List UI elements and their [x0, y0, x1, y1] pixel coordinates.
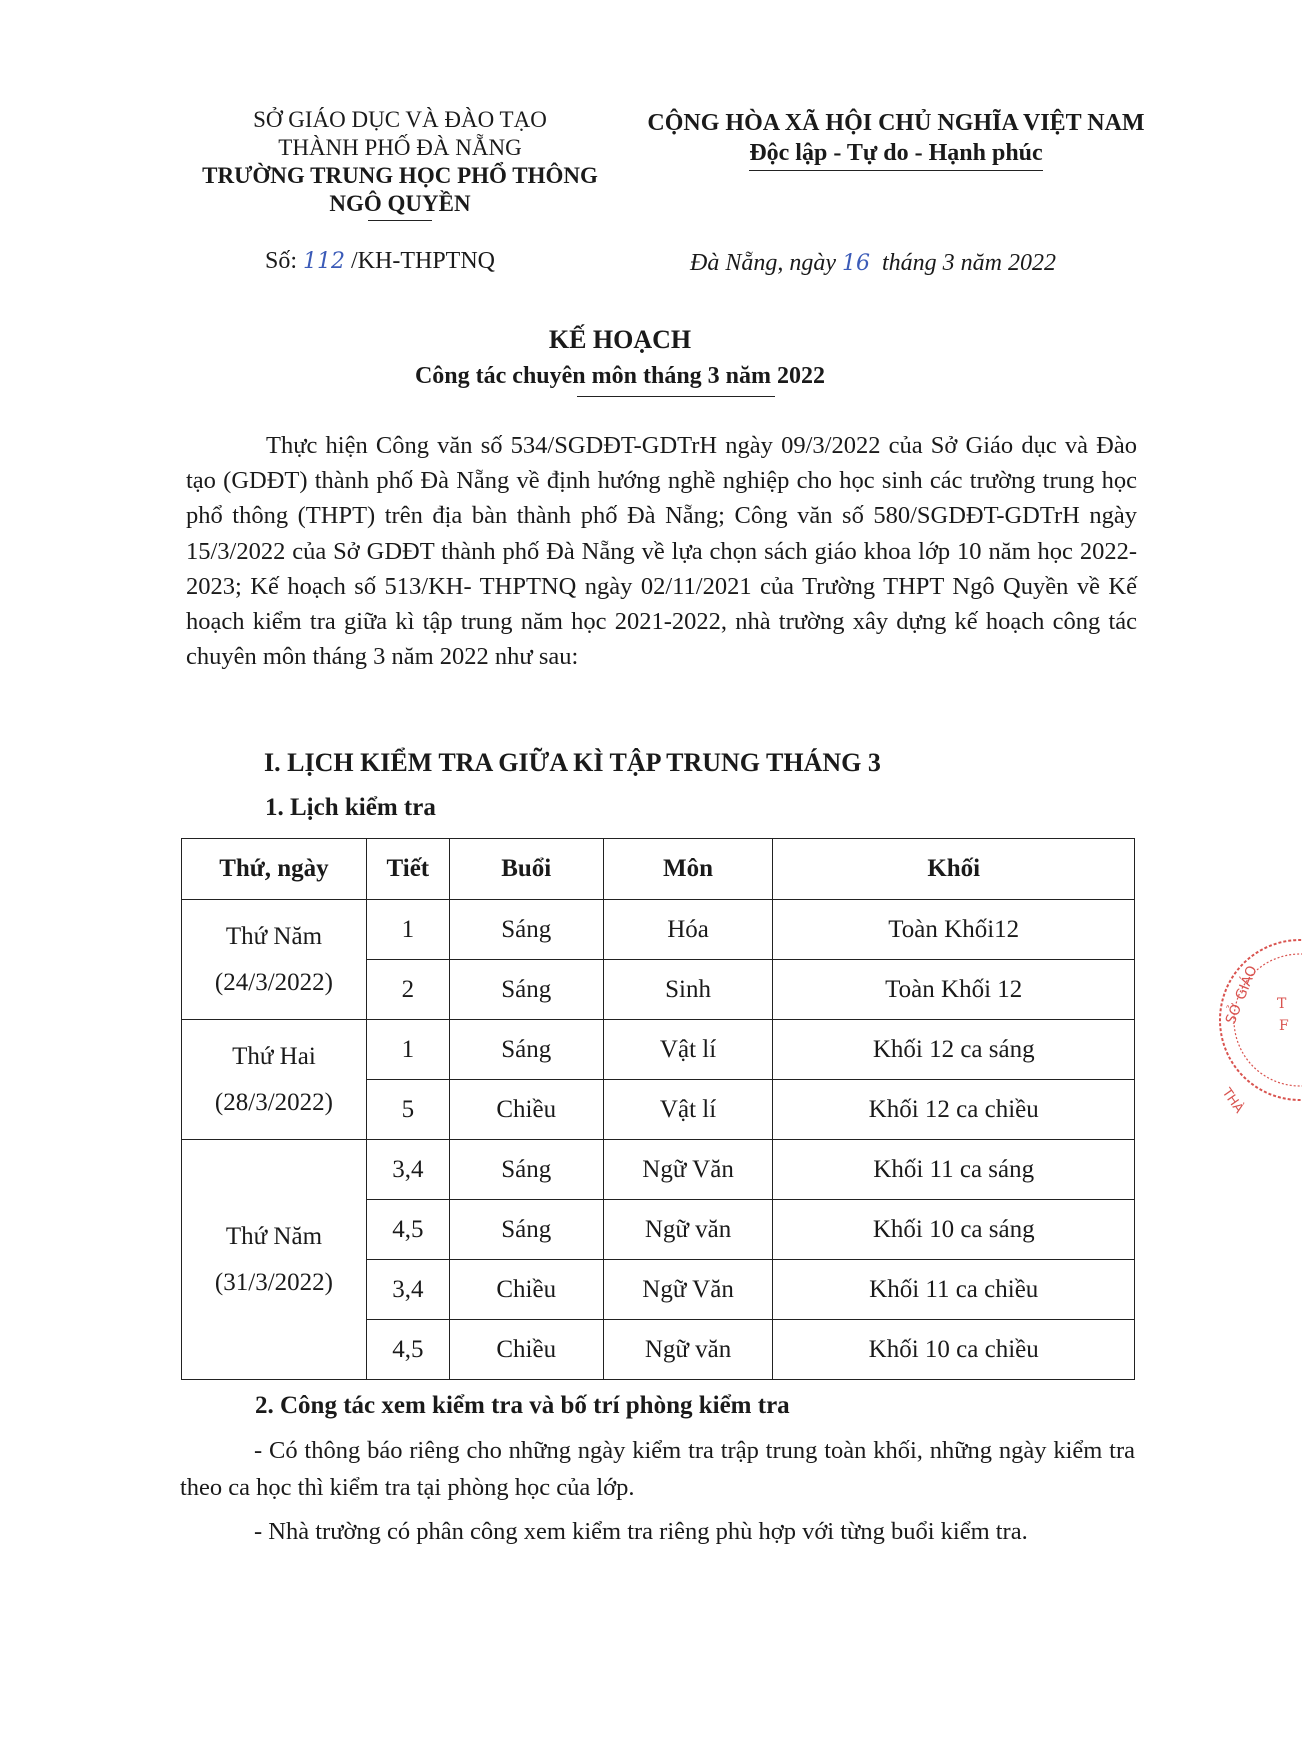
day-weekday: Thứ Năm — [225, 922, 323, 950]
subtitle-underline — [577, 396, 775, 397]
cell-session: Chiều — [449, 1080, 603, 1140]
cell-subject: Vật lí — [603, 1020, 773, 1080]
doc-number-prefix: Số: — [265, 248, 298, 274]
cell-grade: Khối 12 ca sáng — [773, 1020, 1135, 1080]
cell-subject: Hóa — [603, 900, 773, 960]
cell-period: 2 — [366, 960, 449, 1020]
day-weekday: Thứ Hai — [232, 1042, 316, 1070]
day-cell — [182, 1020, 367, 1140]
table-row — [182, 900, 1135, 960]
cell-period: 1 — [366, 1020, 449, 1080]
cell-subject: Sinh — [603, 960, 773, 1020]
exam-schedule-table — [181, 838, 1135, 1380]
cell-session: Sáng — [449, 1140, 603, 1200]
official-stamp-icon — [1182, 930, 1302, 1130]
cell-period: 3,4 — [366, 1260, 449, 1320]
table-header-row — [182, 839, 1135, 900]
cell-grade: Khối 10 ca sáng — [773, 1200, 1135, 1260]
col-header-subject: Môn — [603, 839, 773, 900]
cell-grade: Khối 12 ca chiều — [773, 1080, 1135, 1140]
agency-header — [170, 106, 630, 221]
cell-period: 1 — [366, 900, 449, 960]
cell-subject: Ngữ văn — [603, 1200, 773, 1260]
cell-session: Chiều — [449, 1320, 603, 1380]
section-1-sub-2: 2. Công tác xem kiểm tra và bố trí phòng kiểm tra — [255, 1392, 790, 1419]
day-weekday: Thứ Năm — [225, 1222, 323, 1250]
date-prefix: Đà Nẵng, ngày — [690, 250, 836, 276]
intro-paragraph: Thực hiện Công văn số 534/SGDĐT-GDTrH ngày 09/3/2022 của Sở Giáo dục và Đào tạo (GDĐT) thành phố Đà Nẵng về định hướng nghề nghiệp cho học sinh các trường trung học phổ thông (THPT) trên địa bàn thành phố Đà Nẵng; Công văn số 580/SGDĐT-GDTrH ngày 15/3/2022 của Sở GDĐT thành phố Đà Nẵng về lựa chọn sách giáo khoa lớp 10 năm học 2022-2023; Kế hoạch số 513/KH- THPTNQ ngày 02/11/2021 của Trường THPT Ngô Quyền về Kế hoạch kiểm tra giữa kì tập trung năm học 2021-2022, nhà trường xây dựng kế hoạch công tác chuyên môn tháng 3 năm 2022 như sau: — [186, 432, 1137, 671]
svg-text:T: T — [1277, 996, 1287, 1012]
cell-subject: Ngữ văn — [603, 1320, 773, 1380]
cell-subject: Ngữ Văn — [603, 1140, 773, 1200]
document-date — [690, 250, 1056, 277]
svg-text:F: F — [1279, 1018, 1289, 1034]
day-date: (28/3/2022) — [214, 1088, 333, 1116]
cell-session: Sáng — [449, 900, 603, 960]
cell-grade: Toàn Khối 12 — [773, 960, 1135, 1020]
cell-subject: Vật lí — [603, 1080, 773, 1140]
header-left-rule — [368, 220, 432, 221]
bullet-1: - Có thông báo riêng cho những ngày kiểm tra trập trung toàn khối, những ngày kiểm tra theo ca học thì kiểm tra tại phòng học của lớp. — [180, 1437, 1135, 1501]
cell-session: Sáng — [449, 960, 603, 1020]
cell-grade: Khối 11 ca chiều — [773, 1260, 1135, 1320]
table-row — [182, 1020, 1135, 1080]
doc-number-handwritten: 112 — [303, 249, 346, 274]
col-header-period: Tiết — [366, 839, 449, 900]
document-number — [265, 248, 495, 275]
cell-period: 4,5 — [366, 1320, 449, 1380]
cell-grade: Toàn Khối12 — [773, 900, 1135, 960]
subtitle-text: Công tác chuyên môn tháng 3 năm 2022 — [414, 363, 826, 389]
cell-grade: Khối 10 ca chiều — [773, 1320, 1135, 1380]
day-cell — [182, 900, 367, 1020]
cell-grade: Khối 11 ca sáng — [773, 1140, 1135, 1200]
doc-number-suffix: /KH-THPTNQ — [351, 248, 496, 274]
date-suffix: tháng 3 năm 2022 — [882, 250, 1056, 276]
cell-period: 3,4 — [366, 1140, 449, 1200]
section-1-heading: I. LỊCH KIỂM TRA GIỮA KÌ TẬP TRUNG THÁNG 3 — [264, 748, 881, 777]
date-day-handwritten: 16 — [842, 251, 870, 276]
national-header — [636, 108, 1156, 171]
day-date: (24/3/2022) — [214, 968, 333, 996]
day-date: (31/3/2022) — [214, 1268, 333, 1296]
svg-text:THÀ: THÀ — [1218, 1085, 1247, 1117]
col-header-session: Buổi — [449, 839, 603, 900]
page-title: KẾ HOẠCH — [548, 325, 692, 354]
cell-session: Sáng — [449, 1200, 603, 1260]
bullet-2: - Nhà trường có phân công xem kiểm tra riêng phù hợp với từng buổi kiểm tra. — [254, 1518, 1028, 1545]
cell-session: Chiều — [449, 1260, 603, 1320]
cell-period: 5 — [366, 1080, 449, 1140]
school-name-line-2: NGÔ QUYỀN — [329, 191, 471, 216]
national-motto: Độc lập - Tự do - Hạnh phúc — [749, 138, 1042, 171]
table-row — [182, 1140, 1135, 1200]
agency-line-2: THÀNH PHỐ ĐÀ NẴNG — [278, 135, 522, 160]
day-cell — [182, 1140, 367, 1380]
agency-line-1: SỞ GIÁO DỤC VÀ ĐÀO TẠO — [253, 107, 547, 132]
col-header-grade: Khối — [773, 839, 1135, 900]
page-subtitle — [0, 363, 1240, 390]
svg-text:SỞ GIÁO: SỞ GIÁO — [1222, 963, 1261, 1027]
cell-session: Sáng — [449, 1020, 603, 1080]
national-title: CỘNG HÒA XÃ HỘI CHỦ NGHĨA VIỆT NAM — [647, 110, 1145, 136]
cell-period: 4,5 — [366, 1200, 449, 1260]
col-header-day: Thứ, ngày — [182, 839, 367, 900]
school-name-line-1: TRƯỜNG TRUNG HỌC PHỔ THÔNG — [202, 163, 598, 188]
cell-subject: Ngữ Văn — [603, 1260, 773, 1320]
section-1-sub-1: 1. Lịch kiểm tra — [265, 794, 436, 821]
